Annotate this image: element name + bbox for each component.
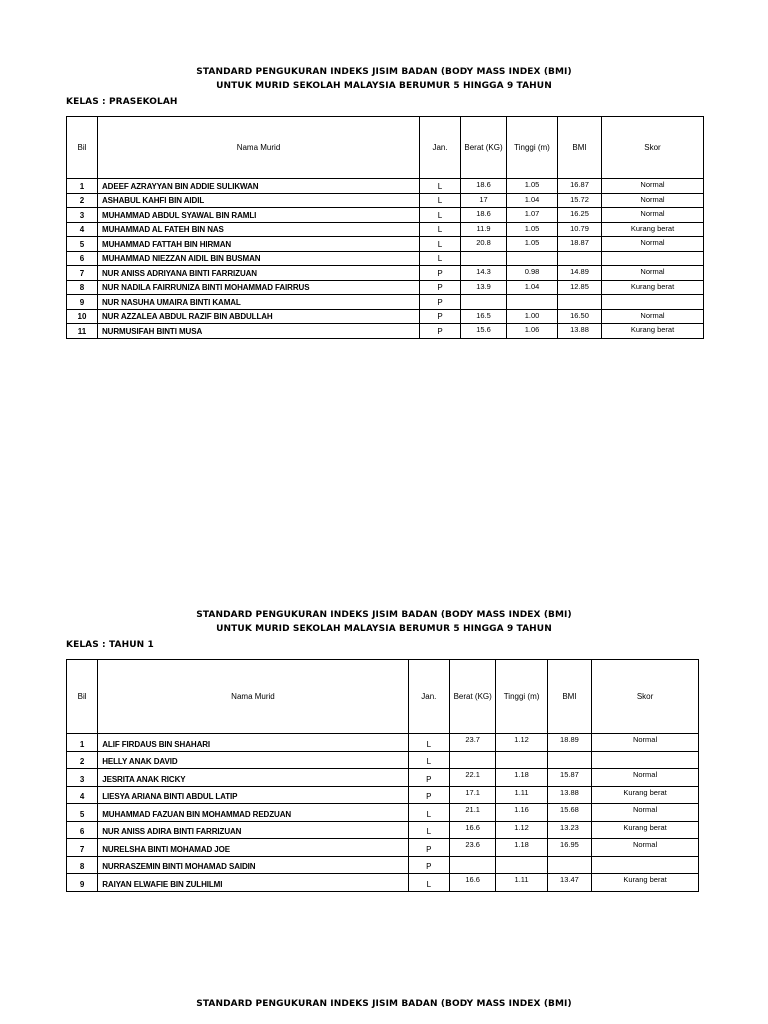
- cell-berat: 11.9: [461, 222, 507, 237]
- column-header-berat: Berat (KG): [450, 660, 496, 734]
- cell-berat: 23.7: [450, 734, 496, 752]
- cell-tinggi: 1.04: [507, 280, 558, 295]
- cell-berat: 14.3: [461, 266, 507, 281]
- cell-jan: L: [420, 208, 461, 223]
- column-header-skor: Skor: [592, 660, 699, 734]
- cell-jan: L: [408, 874, 449, 892]
- column-header-tinggi: Tinggi (m): [507, 117, 558, 179]
- cell-skor: [602, 295, 704, 310]
- cell-tinggi: 1.18: [496, 839, 547, 857]
- cell-skor: Normal: [602, 266, 704, 281]
- cell-bmi: 18.87: [558, 237, 602, 252]
- cell-nama: NUR NADILA FAIRRUNIZA BINTI MOHAMMAD FAIRRUS: [98, 280, 420, 295]
- cell-tinggi: 1.16: [496, 804, 547, 822]
- cell-nama: MUHAMMAD FATTAH BIN HIRMAN: [98, 237, 420, 252]
- cell-nama: ASHABUL KAHFI BIN AIDIL: [98, 193, 420, 208]
- cell-bmi: [547, 751, 591, 769]
- column-header-jan: Jan.: [420, 117, 461, 179]
- table-row: [67, 769, 699, 787]
- section-2-kelas-label: KELAS : TAHUN 1: [66, 640, 154, 650]
- column-header-bil: Bil: [67, 660, 98, 734]
- table-row: [67, 179, 704, 194]
- cell-jan: P: [408, 769, 449, 787]
- cell-skor: Normal: [592, 839, 699, 857]
- cell-bil: 3: [67, 208, 98, 223]
- table-row: [67, 734, 699, 752]
- table-row: [67, 324, 704, 339]
- cell-tinggi: 1.06: [507, 324, 558, 339]
- cell-nama: NURRASZEMIN BINTI MOHAMAD SAIDIN: [98, 856, 408, 874]
- cell-nama: NUR ANISS ADIRA BINTI FARRIZUAN: [98, 821, 408, 839]
- column-header-nama: Nama Murid: [98, 660, 408, 734]
- cell-nama: MUHAMMAD AL FATEH BIN NAS: [98, 222, 420, 237]
- cell-nama: NURELSHA BINTI MOHAMAD JOE: [98, 839, 408, 857]
- section-1-title-line2: UNTUK MURID SEKOLAH MALAYSIA BERUMUR 5 HINGGA 9 TAHUN: [216, 81, 552, 91]
- cell-berat: 17: [461, 193, 507, 208]
- cell-bmi: 15.72: [558, 193, 602, 208]
- cell-bil: 10: [67, 309, 98, 324]
- cell-berat: [461, 295, 507, 310]
- cell-tinggi: 1.18: [496, 769, 547, 787]
- cell-skor: Normal: [592, 804, 699, 822]
- cell-tinggi: 1.05: [507, 179, 558, 194]
- cell-bmi: 14.89: [558, 266, 602, 281]
- section-1-title-line1: STANDARD PENGUKURAN INDEKS JISIM BADAN (BODY MASS INDEX (BMI): [196, 67, 572, 77]
- cell-nama: LIESYA ARIANA BINTI ABDUL LATIP: [98, 786, 408, 804]
- cell-bmi: 10.79: [558, 222, 602, 237]
- bmi-table-tahun-1: [66, 659, 699, 892]
- cell-nama: ALIF FIRDAUS BIN SHAHARI: [98, 734, 408, 752]
- cell-bil: 6: [67, 821, 98, 839]
- table-row: [67, 280, 704, 295]
- table-row: [67, 839, 699, 857]
- cell-bil: 1: [67, 179, 98, 194]
- cell-berat: 21.1: [450, 804, 496, 822]
- column-header-nama: Nama Murid: [98, 117, 420, 179]
- cell-bil: 1: [67, 734, 98, 752]
- cell-jan: P: [420, 309, 461, 324]
- column-header-bmi: BMI: [558, 117, 602, 179]
- cell-skor: Kurang berat: [602, 222, 704, 237]
- cell-jan: L: [420, 251, 461, 266]
- cell-bmi: 18.89: [547, 734, 591, 752]
- cell-bil: 4: [67, 222, 98, 237]
- cell-tinggi: [496, 856, 547, 874]
- cell-berat: [450, 751, 496, 769]
- section-2-title: [0, 608, 768, 636]
- cell-nama: RAIYAN ELWAFIE BIN ZULHILMI: [98, 874, 408, 892]
- cell-jan: L: [420, 222, 461, 237]
- table-row: [67, 251, 704, 266]
- cell-berat: 18.6: [461, 208, 507, 223]
- cell-bil: 11: [67, 324, 98, 339]
- section-1-title: [0, 65, 768, 93]
- cell-tinggi: [507, 251, 558, 266]
- cell-bmi: 16.87: [558, 179, 602, 194]
- cell-jan: L: [408, 734, 449, 752]
- cell-tinggi: [507, 295, 558, 310]
- cell-berat: 18.6: [461, 179, 507, 194]
- cell-bil: 9: [67, 295, 98, 310]
- cell-tinggi: 0.98: [507, 266, 558, 281]
- cell-bmi: [547, 856, 591, 874]
- cell-bil: 2: [67, 193, 98, 208]
- cell-tinggi: 1.04: [507, 193, 558, 208]
- cell-jan: L: [408, 751, 449, 769]
- cell-berat: 16.6: [450, 821, 496, 839]
- cell-nama: MUHAMMAD NIEZZAN AIDIL BIN BUSMAN: [98, 251, 420, 266]
- cell-bil: 7: [67, 839, 98, 857]
- cell-jan: P: [408, 856, 449, 874]
- cell-skor: Kurang berat: [592, 821, 699, 839]
- cell-tinggi: 1.07: [507, 208, 558, 223]
- cell-bmi: 16.50: [558, 309, 602, 324]
- column-header-bmi: BMI: [547, 660, 591, 734]
- cell-tinggi: 1.12: [496, 734, 547, 752]
- cell-berat: 13.9: [461, 280, 507, 295]
- cell-jan: L: [420, 237, 461, 252]
- cell-berat: 16.6: [450, 874, 496, 892]
- cell-berat: 23.6: [450, 839, 496, 857]
- cell-bmi: 13.23: [547, 821, 591, 839]
- column-header-jan: Jan.: [408, 660, 449, 734]
- cell-tinggi: 1.05: [507, 237, 558, 252]
- column-header-bil: Bil: [67, 117, 98, 179]
- cell-bmi: 15.87: [547, 769, 591, 787]
- table-row: [67, 237, 704, 252]
- cell-bil: 8: [67, 856, 98, 874]
- cell-bil: 6: [67, 251, 98, 266]
- cell-skor: Normal: [592, 734, 699, 752]
- cell-jan: P: [420, 266, 461, 281]
- cell-berat: [450, 856, 496, 874]
- cell-bil: 9: [67, 874, 98, 892]
- cell-skor: Kurang berat: [592, 786, 699, 804]
- table-header-row: [67, 660, 699, 734]
- section-2-title-line1: STANDARD PENGUKURAN INDEKS JISIM BADAN (BODY MASS INDEX (BMI): [196, 610, 572, 620]
- cell-jan: L: [420, 193, 461, 208]
- cell-jan: L: [420, 179, 461, 194]
- cell-nama: MUHAMMAD ABDUL SYAWAL BIN RAMLI: [98, 208, 420, 223]
- column-header-berat: Berat (KG): [461, 117, 507, 179]
- section-1-kelas-label: KELAS : PRASEKOLAH: [66, 97, 178, 107]
- table-body: [67, 179, 704, 339]
- cell-bmi: 13.88: [558, 324, 602, 339]
- table-row: [67, 309, 704, 324]
- cell-bil: 2: [67, 751, 98, 769]
- cell-skor: Normal: [602, 208, 704, 223]
- cell-skor: Normal: [602, 309, 704, 324]
- cell-jan: P: [408, 839, 449, 857]
- cell-tinggi: [496, 751, 547, 769]
- section-3-title-line1: STANDARD PENGUKURAN INDEKS JISIM BADAN (BODY MASS INDEX (BMI): [196, 999, 572, 1009]
- cell-jan: L: [408, 804, 449, 822]
- cell-bil: 4: [67, 786, 98, 804]
- column-header-tinggi: Tinggi (m): [496, 660, 547, 734]
- cell-skor: [592, 856, 699, 874]
- cell-berat: 15.6: [461, 324, 507, 339]
- cell-tinggi: 1.05: [507, 222, 558, 237]
- cell-skor: Normal: [602, 179, 704, 194]
- cell-nama: JESRITA ANAK RICKY: [98, 769, 408, 787]
- table-header-row: [67, 117, 704, 179]
- cell-bmi: 16.95: [547, 839, 591, 857]
- cell-skor: Normal: [592, 769, 699, 787]
- cell-bil: 5: [67, 804, 98, 822]
- cell-berat: 17.1: [450, 786, 496, 804]
- cell-berat: 22.1: [450, 769, 496, 787]
- cell-bmi: [558, 251, 602, 266]
- table-row: [67, 856, 699, 874]
- table-row: [67, 222, 704, 237]
- cell-bil: 7: [67, 266, 98, 281]
- cell-nama: ADEEF AZRAYYAN BIN ADDIE SULIKWAN: [98, 179, 420, 194]
- cell-bmi: 13.47: [547, 874, 591, 892]
- cell-bil: 5: [67, 237, 98, 252]
- cell-berat: [461, 251, 507, 266]
- cell-nama: HELLY ANAK DAVID: [98, 751, 408, 769]
- cell-tinggi: 1.11: [496, 786, 547, 804]
- cell-bmi: [558, 295, 602, 310]
- table-row: [67, 821, 699, 839]
- cell-tinggi: 1.11: [496, 874, 547, 892]
- cell-jan: P: [420, 280, 461, 295]
- cell-bil: 3: [67, 769, 98, 787]
- cell-skor: [602, 251, 704, 266]
- cell-nama: NUR AZZALEA ABDUL RAZIF BIN ABDULLAH: [98, 309, 420, 324]
- cell-skor: Kurang berat: [602, 280, 704, 295]
- cell-nama: MUHAMMAD FAZUAN BIN MOHAMMAD REDZUAN: [98, 804, 408, 822]
- table-row: [67, 874, 699, 892]
- bmi-table-prasekolah: [66, 116, 704, 339]
- cell-tinggi: 1.00: [507, 309, 558, 324]
- cell-bmi: 13.88: [547, 786, 591, 804]
- cell-nama: NURMUSIFAH BINTI MUSA: [98, 324, 420, 339]
- cell-nama: NUR NASUHA UMAIRA BINTI KAMAL: [98, 295, 420, 310]
- cell-tinggi: 1.12: [496, 821, 547, 839]
- cell-jan: P: [408, 786, 449, 804]
- cell-nama: NUR ANISS ADRIYANA BINTI FARRIZUAN: [98, 266, 420, 281]
- cell-berat: 20.8: [461, 237, 507, 252]
- cell-skor: Kurang berat: [602, 324, 704, 339]
- cell-berat: 16.5: [461, 309, 507, 324]
- cell-bmi: 15.68: [547, 804, 591, 822]
- cell-bil: 8: [67, 280, 98, 295]
- cell-jan: L: [408, 821, 449, 839]
- table-row: [67, 193, 704, 208]
- column-header-skor: Skor: [602, 117, 704, 179]
- cell-skor: Kurang berat: [592, 874, 699, 892]
- table-row: [67, 751, 699, 769]
- table-body: [67, 734, 699, 892]
- cell-bmi: 16.25: [558, 208, 602, 223]
- section-2-title-line2: UNTUK MURID SEKOLAH MALAYSIA BERUMUR 5 HINGGA 9 TAHUN: [216, 624, 552, 634]
- cell-skor: Normal: [602, 237, 704, 252]
- cell-bmi: 12.85: [558, 280, 602, 295]
- table-row: [67, 804, 699, 822]
- cell-skor: Normal: [602, 193, 704, 208]
- table-row: [67, 208, 704, 223]
- cell-skor: [592, 751, 699, 769]
- cell-jan: P: [420, 295, 461, 310]
- cell-jan: P: [420, 324, 461, 339]
- table-row: [67, 786, 699, 804]
- table-row: [67, 295, 704, 310]
- table-row: [67, 266, 704, 281]
